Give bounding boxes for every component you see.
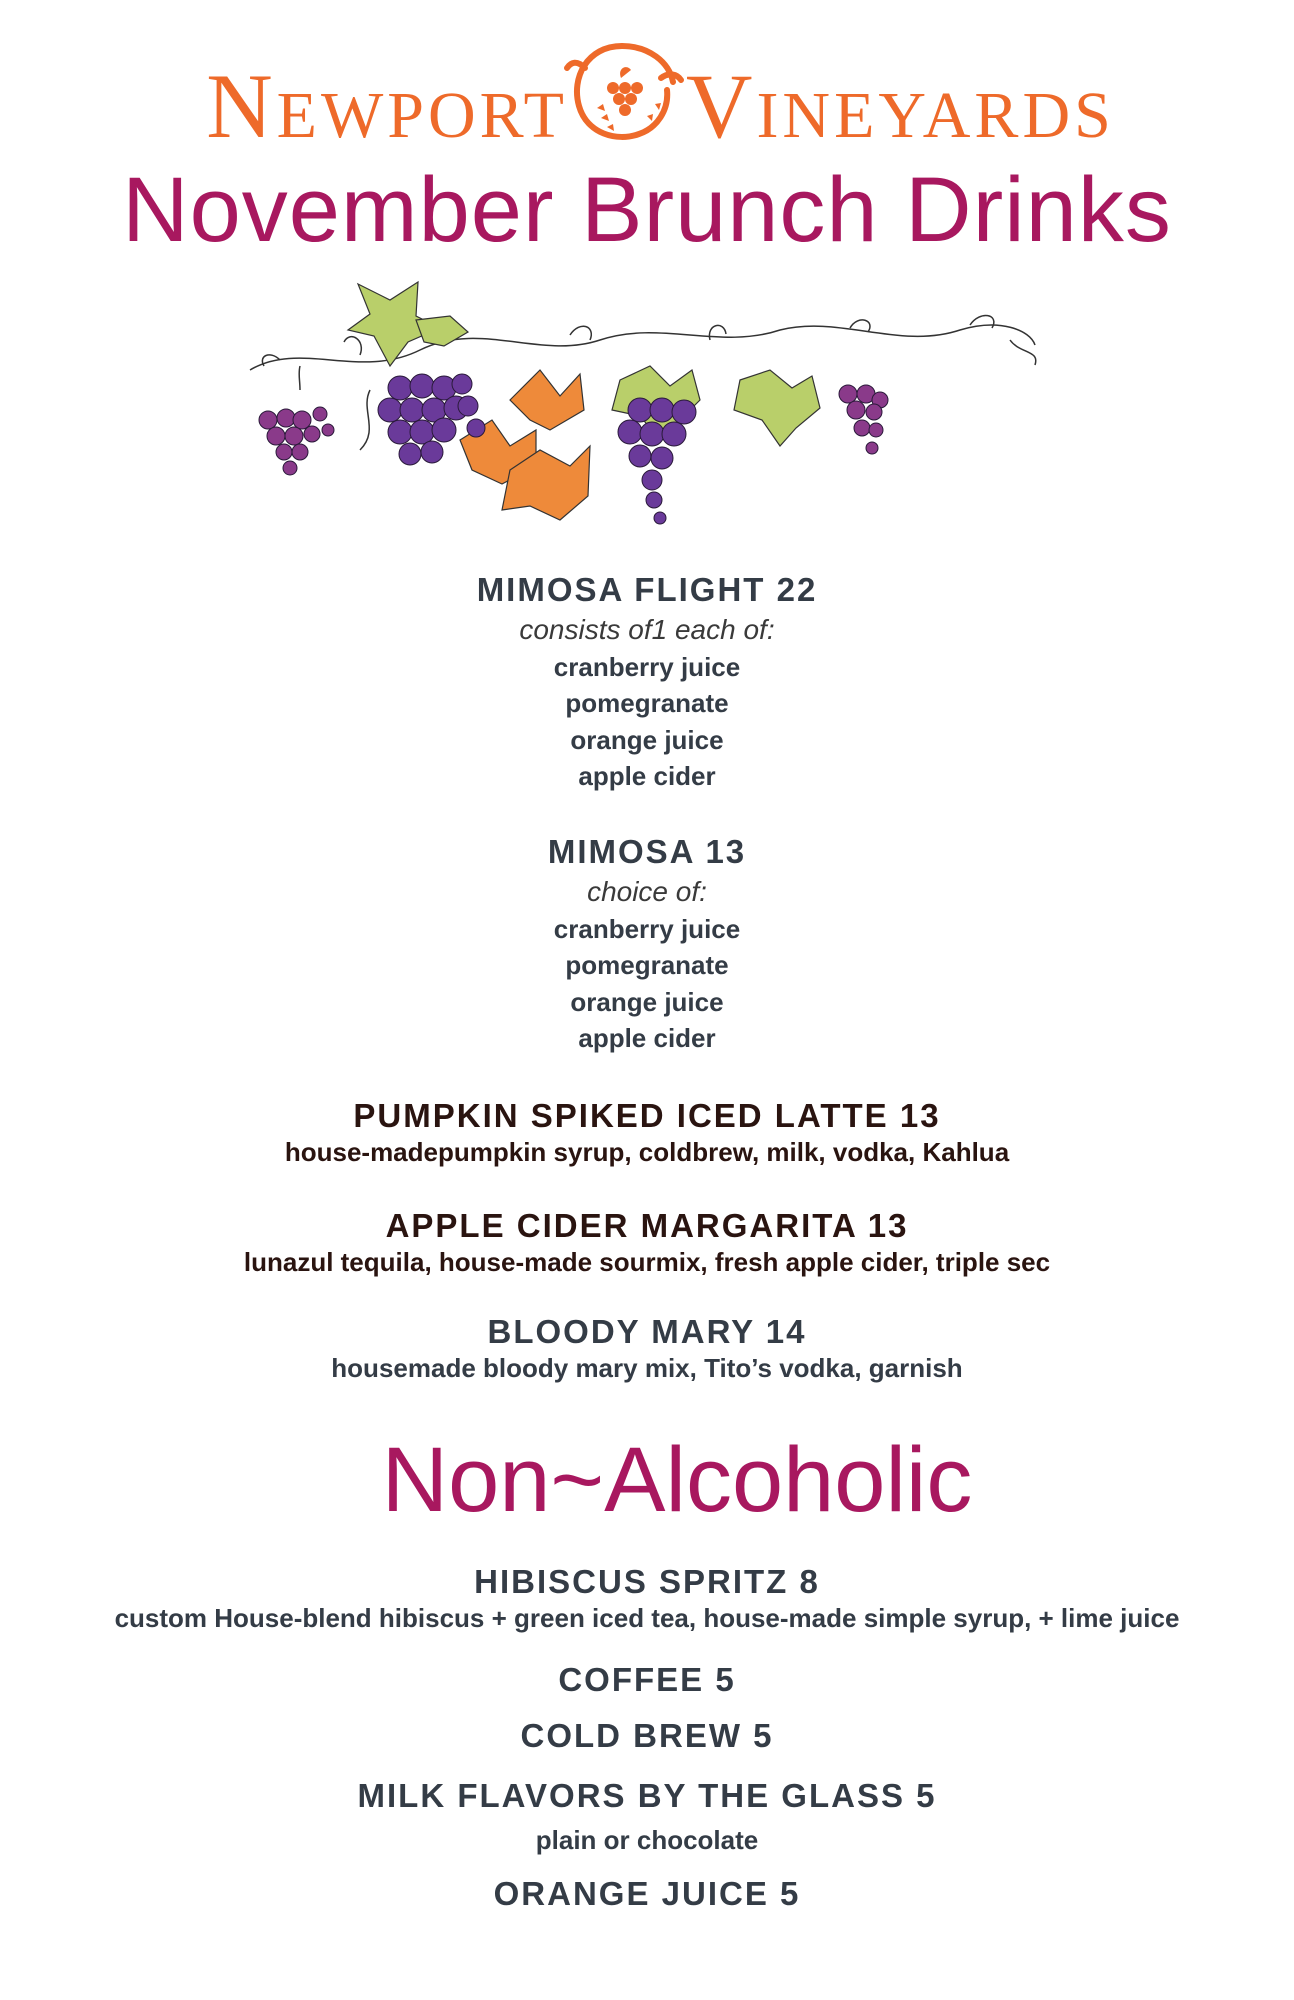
list-item: apple cider <box>578 760 716 791</box>
section-mimosa <box>0 832 1294 1056</box>
section-pumpkin-latte <box>0 1096 1294 1169</box>
mimosa-heading: MIMOSA 13 <box>547 833 747 870</box>
apple-margarita-description: lunazul tequila, house-made sourmix, fresh apple cider, triple sec <box>243 1246 1051 1277</box>
list-item: pomegranate <box>565 950 729 981</box>
logo-word-newport <box>206 55 568 157</box>
hibiscus-description: custom House-blend hibiscus + green iced tea, house-made simple syrup, + lime juice <box>114 1602 1180 1633</box>
pumpkin-latte-description: house-madepumpkin syrup, coldbrew, milk, vodka, Kahlua <box>284 1136 1010 1167</box>
section-orange-juice <box>0 1874 1294 1914</box>
list-item: orange juice <box>570 724 724 755</box>
apple-margarita-heading: APPLE CIDER MARGARITA 13 <box>385 1207 909 1244</box>
cold-brew-heading: COLD BREW 5 <box>520 1717 774 1754</box>
brand-logo <box>0 38 1294 157</box>
section-hibiscus-spritz <box>0 1562 1294 1635</box>
bloody-mary-description: housemade bloody mary mix, Tito’s vodka, garnish <box>331 1352 963 1383</box>
serpent-grape-emblem-icon <box>557 38 687 148</box>
list-item: apple cider <box>578 1022 716 1053</box>
page-title: November Brunch Drinks <box>122 159 1172 261</box>
orange-juice-heading: ORANGE JUICE 5 <box>493 1875 801 1912</box>
section-milk <box>0 1776 1294 1857</box>
list-item: orange juice <box>570 986 724 1017</box>
milk-heading: MILK FLAVORS BY THE GLASS 5 <box>357 1777 937 1814</box>
pumpkin-latte-heading: PUMPKIN SPIKED ICED LATTE 13 <box>353 1097 941 1134</box>
section-cold-brew <box>0 1716 1294 1756</box>
logo-word-vineyards <box>686 55 1115 157</box>
non-alcoholic-title: Non~Alcoholic <box>381 1429 973 1531</box>
section-apple-margarita <box>0 1206 1294 1279</box>
bloody-mary-heading: BLOODY MARY 14 <box>487 1313 807 1350</box>
logo-right-text: VINEYARDS <box>686 55 1115 157</box>
coffee-heading: COFFEE 5 <box>558 1661 736 1698</box>
section-mimosa-flight <box>0 570 1294 794</box>
list-item: cranberry juice <box>553 913 741 944</box>
grape-vine-illustration-icon <box>240 270 1040 570</box>
list-item: pomegranate <box>565 688 729 719</box>
milk-description: plain or chocolate <box>535 1824 759 1855</box>
list-item: cranberry juice <box>553 651 741 682</box>
logo-left-text: NEWPORT <box>206 55 568 157</box>
section-bloody-mary <box>0 1312 1294 1385</box>
mimosa-flight-subtitle: consists of1 each of: <box>519 613 775 645</box>
mimosa-flight-heading: MIMOSA FLIGHT 22 <box>476 571 818 608</box>
section-coffee <box>0 1660 1294 1700</box>
mimosa-subtitle: choice of: <box>587 875 707 907</box>
hibiscus-heading: HIBISCUS SPRITZ 8 <box>474 1563 820 1600</box>
